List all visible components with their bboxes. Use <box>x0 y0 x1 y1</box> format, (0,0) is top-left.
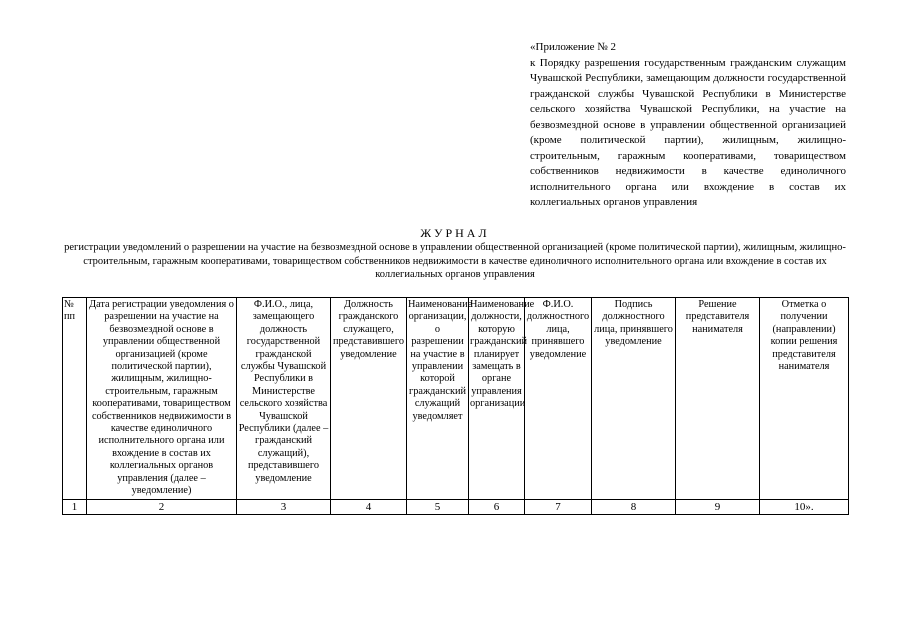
journal-title: ЖУРНАЛ <box>420 226 490 240</box>
header-employee-name: Ф.И.О., лица, замещающего должность государственной гражданской службы Чувашской Республики в Министерстве сельского хозяйства Чувашской Республики (далее – гражданский служащий), представившего уведомление <box>237 298 331 500</box>
column-number: 5 <box>407 499 469 514</box>
header-planned-position: Наименование должности, которую гражданский планирует замещать в органе управления организации <box>469 298 525 500</box>
column-number: 4 <box>331 499 407 514</box>
appendix-title: «Приложение № 2 <box>530 41 617 53</box>
journal-subtitle: регистрации уведомлений о разрешении на участие на безвозмездной основе в управлении общественной организацией (кроме политической партии), жилищным, жилищно-строительным, гаражным кооперативами, товариществом собственников недвижимости в качестве единоличного исполнительного органа или вхождение в состав их коллегиальных органов управления <box>64 242 846 280</box>
column-number-row <box>63 499 849 514</box>
header-decision-copy-mark: Отметка о получении (направлении) копии решения представителя нанимателя <box>760 298 849 500</box>
header-registration-date: Дата регистрации уведомления о разрешении на участие на безвозмездной основе в управлении общественной организацией (кроме политической партии), жилищным, жилищно-строительным, гаражным кооперативами, товариществом собственников недвижимости в качестве единоличного исполнительного органа или вхождение в состав их коллегиальных органов управления (далее – уведомление) <box>87 298 237 500</box>
appendix-text: к Порядку разрешения государственным гражданским служащим Чувашской Республики, замещающим должности государственной гражданской службы Чувашской Республики в Министерстве сельского хозяйства Чувашской Республики, на участие на безвозмездной основе в управлении общественной организацией (кроме политической партии), жилищным, жилищно-строительным, гаражным кооперативами, товариществом собственников недвижимости в качестве единоличного исполнительного органа или вхождение в состав их коллегиальных органов управления <box>530 56 846 208</box>
header-employee-position: Должность гражданского служащего, представившего уведомление <box>331 298 407 500</box>
column-number: 6 <box>469 499 525 514</box>
column-number: 9 <box>676 499 760 514</box>
column-number: 8 <box>592 499 676 514</box>
header-receiving-official-name: Ф.И.О. должностного лица, принявшего уведомление <box>525 298 592 500</box>
appendix-block <box>530 40 846 211</box>
column-number: 3 <box>237 499 331 514</box>
column-number: 2 <box>87 499 237 514</box>
header-receiving-official-signature: Подпись должностного лица, принявшего уведомление <box>592 298 676 500</box>
header-organization-name: Наименование организации, о разрешении на участие в управлении которой гражданский служащий уведомляет <box>407 298 469 500</box>
column-number: 1 <box>63 499 87 514</box>
journal-table <box>62 297 849 515</box>
header-row <box>63 298 849 500</box>
header-employer-decision: Решение представителя нанимателя <box>676 298 760 500</box>
journal-heading <box>60 226 850 282</box>
column-number: 10». <box>760 499 849 514</box>
header-number: № пп <box>63 298 87 500</box>
column-number: 7 <box>525 499 592 514</box>
